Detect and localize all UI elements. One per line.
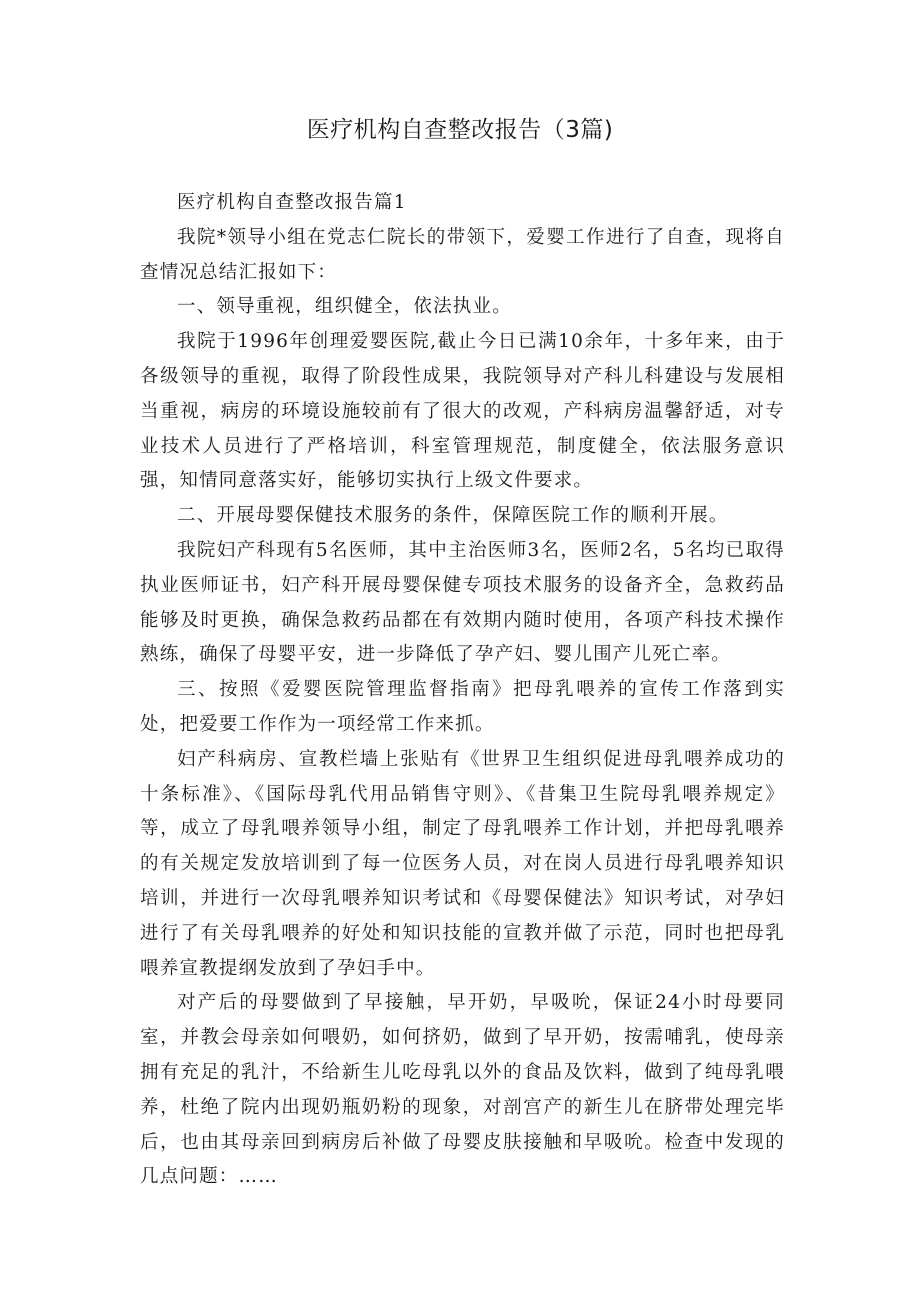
document-title: 医疗机构自查整改报告（3篇): [306, 117, 614, 143]
paragraph-heading-2: 二、开展母婴保健技术服务的条件，保障医院工作的顺利开展。: [177, 505, 729, 527]
section-heading: 医疗机构自查整改报告篇1: [177, 192, 407, 213]
paragraph-body-4: 对产后的母婴做到了早接触，早开奶，早吸吮，保证24小时母要同室，并教会母亲如何喂奶，如何挤奶，做到了早开奶，按需哺乳，使母亲拥有充足的乳汁，不给新生儿吃母乳以外的食品及饮料，做到了纯母乳喂养，杜绝了院内出现奶瓶奶粉的现象，对剖宫产的新生儿在脐带处理完毕后，也由其母亲回到病房后补做了母婴皮肤接触和早吸吮。检查中发现的几点问题：……: [140, 992, 785, 1188]
paragraph-body-1: 我院于1996年创理爱婴医院,截止今日已满10余年，十多年来，由于各级领导的重视，取得了阶段性成果，我院领导对产科儿科建设与发展相当重视，病房的环境设施较前有了很大的改观，产科病房温馨舒适，对专业技术人员进行了严格培训，科室管理规范，制度健全，依法服务意识强，知情同意落实好，能够切实执行上级文件要求。: [140, 331, 785, 492]
paragraph-heading-3: 三、按照《爱婴医院管理监督指南》把母乳喂养的宣传工作落到实处，把爱要工作作为一项经常工作来抓。: [140, 679, 785, 735]
paragraph-heading-1: 一、领导重视，组织健全，依法执业。: [177, 296, 512, 318]
paragraph-intro: 我院*领导小组在党志仁院长的带领下，爱婴工作进行了自查，现将自查情况总结汇报如下：: [140, 226, 785, 283]
document-body: [140, 186, 785, 1195]
paragraph-body-2: 我院妇产科现有5名医师，其中主治医师3名，医师2名，5名均已取得执业医师证书，妇产科开展母婴保健专项技术服务的设备齐全，急救药品能够及时更换，确保急救药品都在有效期内随时使用，各项产科技术操作熟练，确保了母婴平安，进一步降低了孕产妇、婴儿围产儿死亡率。: [140, 539, 785, 666]
paragraph-body-3: 妇产科病房、宣教栏墙上张贴有《世界卫生组织促进母乳喂养成功的十条标准》、《国际母乳代用品销售守则》、《昔集卫生院母乳喂养规定》等，成立了母乳喂养领导小组，制定了母乳喂养工作计划，并把母乳喂养的有关规定发放培训到了每一位医务人员，对在岗人员进行母乳喂养知识培训，并进行一次母乳喂养知识考试和《母婴保健法》知识考试，对孕妇进行了有关母乳喂养的好处和知识技能的宣教并做了示范，同时也把母乳喂养宣教提纲发放到了孕妇手中。: [140, 748, 785, 979]
